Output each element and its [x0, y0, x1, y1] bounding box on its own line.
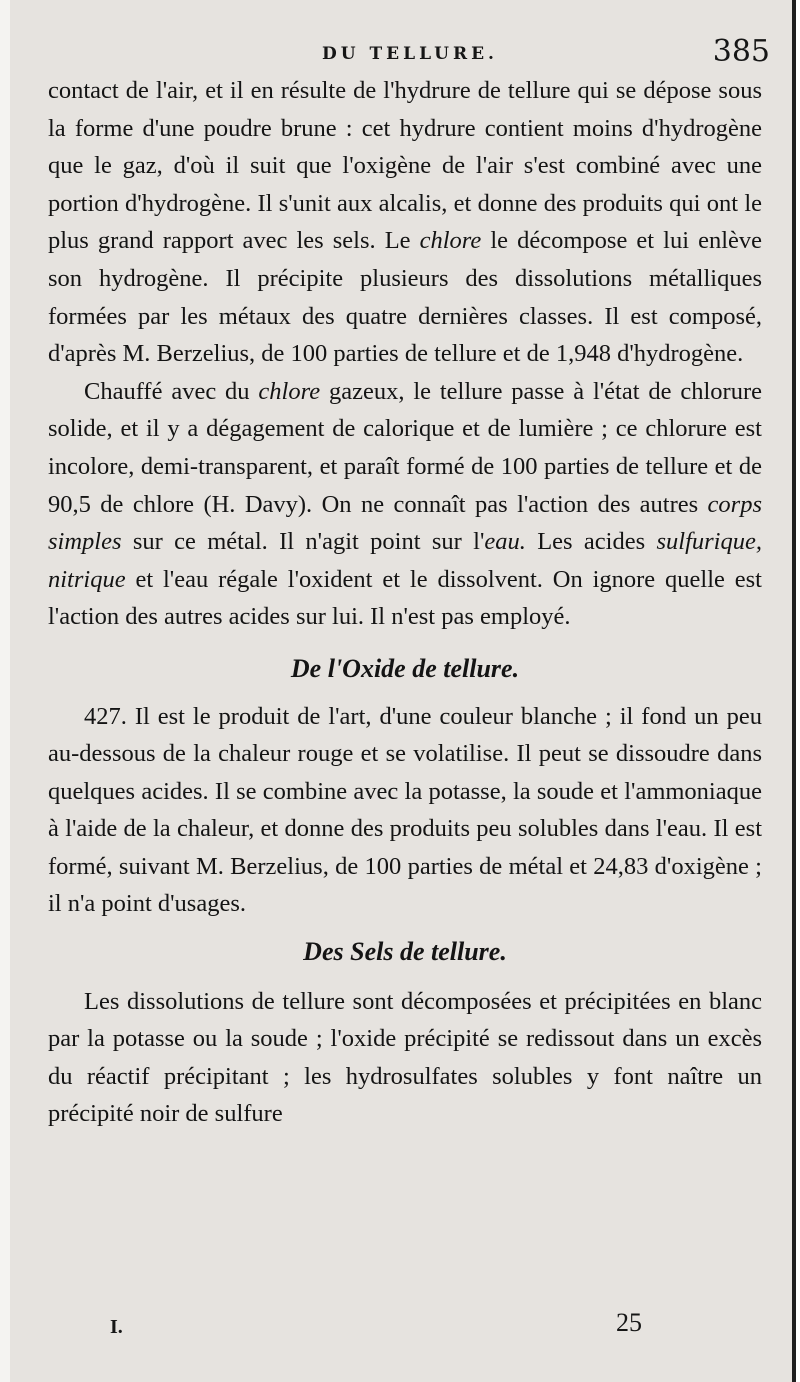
- section-heading-oxide: De l'Oxide de tellure.: [290, 653, 520, 683]
- emphasis-eau: eau.: [484, 528, 526, 556]
- emphasis-chlore-2: chlore: [258, 377, 321, 405]
- paragraph-chlorure-text-1: Chauffé avec du: [84, 377, 259, 405]
- paragraph-hydrure-text-1: contact de l'air, et il en résulte de l'hydrure de tellure qui se dépose sous la forme d'une poudre brune : cet hydrure contient moins d'hydrogène que le gaz, d'où il suit que l'oxigène de l'air s'est combiné avec une portion d'hydrogène. Il s'unit aux alcalis, et donne des produits qui ont le plus grand rapport avec les sels. Le: [48, 77, 762, 255]
- running-head: DU TELLURE.: [322, 44, 498, 64]
- emphasis-corps-simples: corps simples: [48, 490, 762, 556]
- book-page: [10, 0, 796, 1382]
- signature-mark: I.: [110, 1316, 123, 1338]
- paragraph-chlorure-text-2: gazeux, le tellure passe à l'état de chlorure solide, et il y a dégagement de calorique et de lumière ; ce chlorure est incolore, demi-transparent, et paraît formé de 100 parties de tellure et de 90,5 de chlore (H. Davy). On ne connaît pas l'action des autres: [48, 377, 763, 518]
- paragraph-chlorure: [48, 373, 762, 636]
- emphasis-chlore: chlore: [419, 227, 482, 255]
- page-footer: [50, 1308, 770, 1348]
- page-left-margin: [0, 0, 10, 1382]
- paragraph-chlorure-text-4: Les acides: [525, 528, 657, 556]
- page-number: 385: [712, 34, 770, 69]
- paragraph-chlorure-text-5: et l'eau régale l'oxident et le dissolvent. On ignore quelle est l'action des autres acides sur lui. Il n'est pas employé.: [48, 565, 762, 631]
- paragraph-hydrure: [48, 72, 762, 373]
- page-right-edge: [792, 0, 796, 1382]
- emphasis-acides: sulfurique, nitrique: [48, 528, 762, 593]
- paragraph-sels: Les dissolutions de tellure sont décomposées et précipitées en blanc par la potasse ou la soude ; l'oxide précipité se redissout dans un excès du réactif précipitant ; les hydrosulfates solubles y font naître un précipité noir de sulfure: [48, 987, 762, 1128]
- body-text: [48, 72, 762, 1133]
- paragraph-oxide: 427. Il est le produit de l'art, d'une couleur blanche ; il fond un peu au-dessous de la chaleur rouge et se volatilise. Il peut se dissoudre dans quelques acides. Il se combine avec la potasse, la soude et l'ammoniaque à l'aide de la chaleur, et donne des produits peu solubles dans l'eau. Il est formé, suivant M. Berzelius, de 100 parties de métal et 24,83 d'oxigène ; il n'a point d'usages.: [48, 702, 762, 918]
- gathering-mark: 25: [616, 1308, 642, 1337]
- paragraph-hydrure-text-2: le décompose et lui enlève son hydrogène. Il précipite plusieurs des dissolutions métalliques formées par les métaux des quatre dernières classes. Il est composé, d'après M. Berzelius, de 100 parties de tellure et de 1,948 d'hydrogène.: [48, 227, 762, 368]
- paragraph-chlorure-text-3: sur ce métal. Il n'agit point sur l': [121, 528, 485, 556]
- section-heading-sels: Des Sels de tellure.: [303, 937, 507, 967]
